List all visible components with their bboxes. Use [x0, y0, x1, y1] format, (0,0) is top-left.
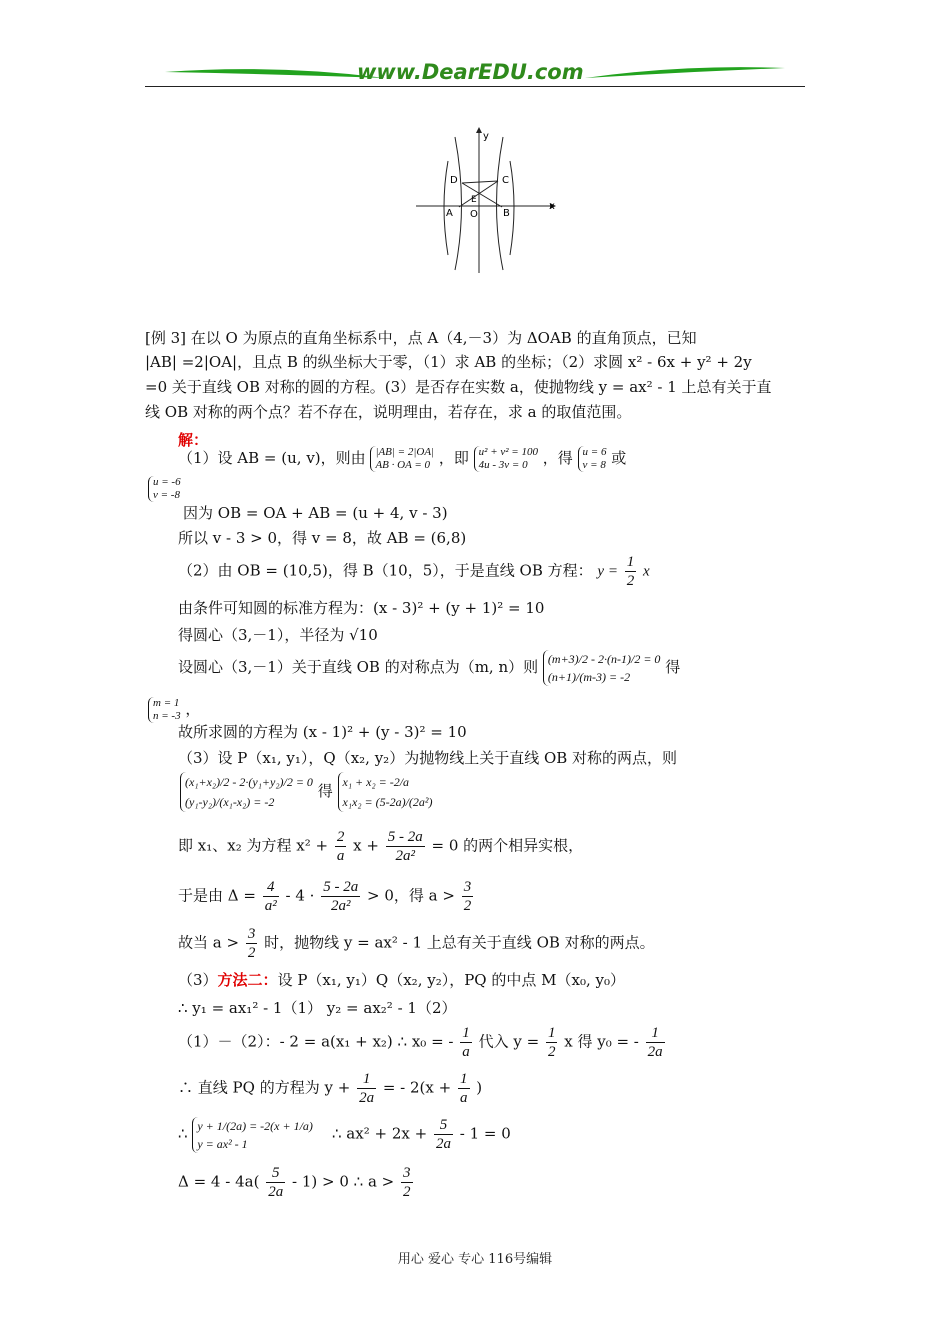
banner-swoosh-right	[585, 64, 785, 84]
method-two-step-b: ∴ y₁ = ax₁² - 1（1） y₂ = ax₂² - 1（2）	[178, 999, 457, 1017]
label-x: x	[549, 201, 555, 212]
method-two-step-e: ∴ y + 1/(2a) = -2(x + 1/a) y = ax² - 1 ∴ ax² + 2x + $\frac{5}{2a}$ - 1 = 0	[178, 1117, 511, 1152]
fraction-5-over-2a-b: $\frac{5}{2a}$	[268, 1165, 284, 1200]
method-two-step-d: ∴ 直线 PQ 的方程为 y + $\frac{1}{2a}$ = - 2(x + $\frac{1}{a}$ )	[178, 1071, 483, 1106]
system-pq-symmetric: (x₁+x₂)/2 - 2·(y₁+y₂)/2 = 0 (y₁-y₂)/(x₁-x₂) = -2	[180, 772, 313, 812]
problem-line-2: |AB| =2|OA|，且点 B 的纵坐标大于零，（1）求 AB 的坐标；（2）求圆 x² - 6x + y² + 2y	[145, 353, 752, 371]
label-d: D	[450, 175, 458, 186]
system-ab-oa: |AB| = 2|OA| AB · OA = 0	[370, 446, 434, 472]
coordinate-figure	[410, 125, 560, 277]
banner-swoosh-left	[165, 64, 385, 84]
system-line-parabola: y + 1/(2a) = -2(x + 1/a) y = ax² - 1	[192, 1117, 313, 1153]
method-two-step-c: （1）－（2）：- 2 = a(x₁ + x₂) ∴ x₀ = - $\frac{1}{a}$ 代入 y = $\frac{1}{2}$ x 得 y₀ = - $\frac{1}{2a}$	[178, 1025, 663, 1060]
fraction-5-2a-over-2a2-b: $\frac{5 - 2a}{\text{2a²}}$	[323, 879, 359, 914]
system-symmetric-point: (m+3)/2 - 2·(n-1)/2 = 0 (n+1)/(m-3) = -2	[543, 650, 661, 686]
site-logo-text: www.DearEDU.com	[357, 60, 584, 84]
fraction-1-over-2a: $\frac{1}{2a}$	[647, 1025, 663, 1060]
label-c: C	[502, 175, 509, 186]
fraction-3-over-2: $\frac{3}{2}$	[463, 879, 472, 914]
solution-step-1d: 所以 v - 3 > 0，得 v = 8，故 AB = (6,8)	[178, 529, 467, 547]
problem-line-1: [例 3] 在以 O 为原点的直角坐标系中，点 A（4,－3）为 ΔOAB 的直角顶点，已知	[145, 329, 697, 347]
fraction-half: $\frac{1}{2}$	[626, 554, 635, 589]
header-rule	[145, 86, 805, 87]
solution-step-2a: （2）由 OB = (10,5)，得 B（10，5），于是直线 OB 方程： y = $\frac{1}{2}$ x	[178, 554, 650, 589]
left-parabola	[455, 137, 462, 270]
fraction-4-over-a2: $\frac{4}{\text{a²}}$	[264, 879, 277, 914]
system-x1-x2: x₁ + x₂ = -2/a x₁x₂ = (5-2a)/(2a²)	[338, 772, 433, 812]
right-parabola	[497, 137, 504, 270]
fraction-1-over-a-b: $\frac{1}{a}$	[460, 1071, 468, 1106]
label-b: B	[503, 208, 510, 219]
fraction-5-2a-over-2a2: $\frac{5 - 2a}{\text{2a²}}$	[387, 829, 423, 864]
label-a: A	[446, 208, 453, 219]
solution-step-2f: 故所求圆的方程为 (x - 1)² + (y - 3)² = 10	[178, 723, 467, 741]
system-solution-negative: u = -6 v = -8	[148, 476, 181, 502]
solution-step-1b	[148, 476, 181, 502]
system-uv: u² + v² = 100 4u - 3v = 0	[474, 446, 538, 472]
solution-step-3a: （3）设 P（x₁, y₁），Q（x₂, y₂）为抛物线上关于直线 OB 对称的两点，则	[178, 749, 678, 767]
solution-step-3d: 于是由 Δ = $\frac{4}{\text{a²}}$ - 4 · $\frac{5 - 2a}{\text{2a²}}$ > 0，得 a > $\frac{3}{2}$	[178, 879, 472, 914]
label-y: y	[483, 131, 489, 142]
system-mn-solution: m = 1 n = -3	[148, 697, 181, 723]
solution-step-2d: 设圆心（3,－1）关于直线 OB 的对称点为（m, n）则 (m+3)/2 - 2·(n-1)/2 = 0 (n+1)/(m-3) = -2 得	[178, 652, 681, 684]
solution-step-3e: 故当 a > $\frac{3}{2}$ 时，抛物线 y = ax² - 1 上总有关于直线 OB 对称的两点。	[178, 926, 655, 961]
fraction-3-over-2-c: $\frac{3}{2}$	[403, 1165, 411, 1200]
fraction-1-over-a: $\frac{1}{a}$	[462, 1025, 470, 1060]
system-solution-positive: u = 6 v = 8	[578, 446, 607, 472]
fraction-1-over-2: $\frac{1}{2}$	[547, 1025, 556, 1060]
far-right-curve	[510, 161, 514, 255]
fraction-1-over-2a-b: $\frac{1}{2a}$	[359, 1071, 375, 1106]
solution-step-1a: （1）设 AB = (u, v)，则由 |AB| = 2|OA| AB · OA = 0 ，即 u² + v² = 100 4u - 3v = 0 ，得 u = 6 v = 8 或	[178, 446, 627, 471]
label-e: E	[471, 195, 477, 205]
solution-title: 解：	[178, 431, 209, 449]
solution-step-1c: 因为 OB = OA + AB = (u + 4, v - 3)	[183, 504, 448, 522]
segment-db	[462, 183, 502, 207]
solution-step-2b: 由条件可知圆的标准方程为：(x - 3)² + (y + 1)² = 10	[178, 599, 545, 617]
header-banner	[145, 58, 805, 92]
fraction-3-over-2-b: $\frac{3}{2}$	[247, 926, 256, 961]
method-two-line: （3）方法二：设 P（x₁, y₁）Q（x₂, y₂），PQ 的中点 M（x₀, y₀）	[178, 971, 625, 989]
footer-text: 用心 爱心 专心 116号编辑	[397, 1252, 553, 1267]
solution-step-3b: (x₁+x₂)/2 - 2·(y₁+y₂)/2 = 0 (y₁-y₂)/(x₁-x₂) = -2 得 x₁ + x₂ = -2/a x₁x₂ = (5-2a)/(2a²)	[180, 772, 433, 812]
problem-line-4: 线 OB 对称的两个点？若不存在，说明理由，若存在，求 a 的取值范围。	[145, 403, 632, 421]
solution-step-2c: 得圆心（3,－1），半径为 √10	[178, 626, 378, 644]
segment-dc	[462, 181, 498, 183]
problem-line-3: =0 关于直线 OB 对称的圆的方程。(3）是否存在实数 a，使抛物线 y = ax² - 1 上总有关于直	[145, 378, 772, 396]
method-two-step-f: Δ = 4 - 4a( $\frac{5}{2a}$ - 1) > 0 ∴ a > $\frac{3}{2}$	[178, 1165, 411, 1200]
solution-step-2e: m = 1 n = -3 ，	[148, 697, 200, 723]
solution-step-3c: 即 x₁、x₂ 为方程 x² + $\frac{2}{a}$ x + $\frac{5 - 2a}{\text{2a²}}$ = 0 的两个相异实根，	[178, 829, 584, 864]
y-axis-arrow	[476, 127, 482, 133]
fraction-5-over-2a: $\frac{5}{2a}$	[435, 1117, 451, 1152]
fraction-2-over-a: $\frac{2}{a}$	[336, 829, 345, 864]
label-o: O	[470, 209, 478, 220]
